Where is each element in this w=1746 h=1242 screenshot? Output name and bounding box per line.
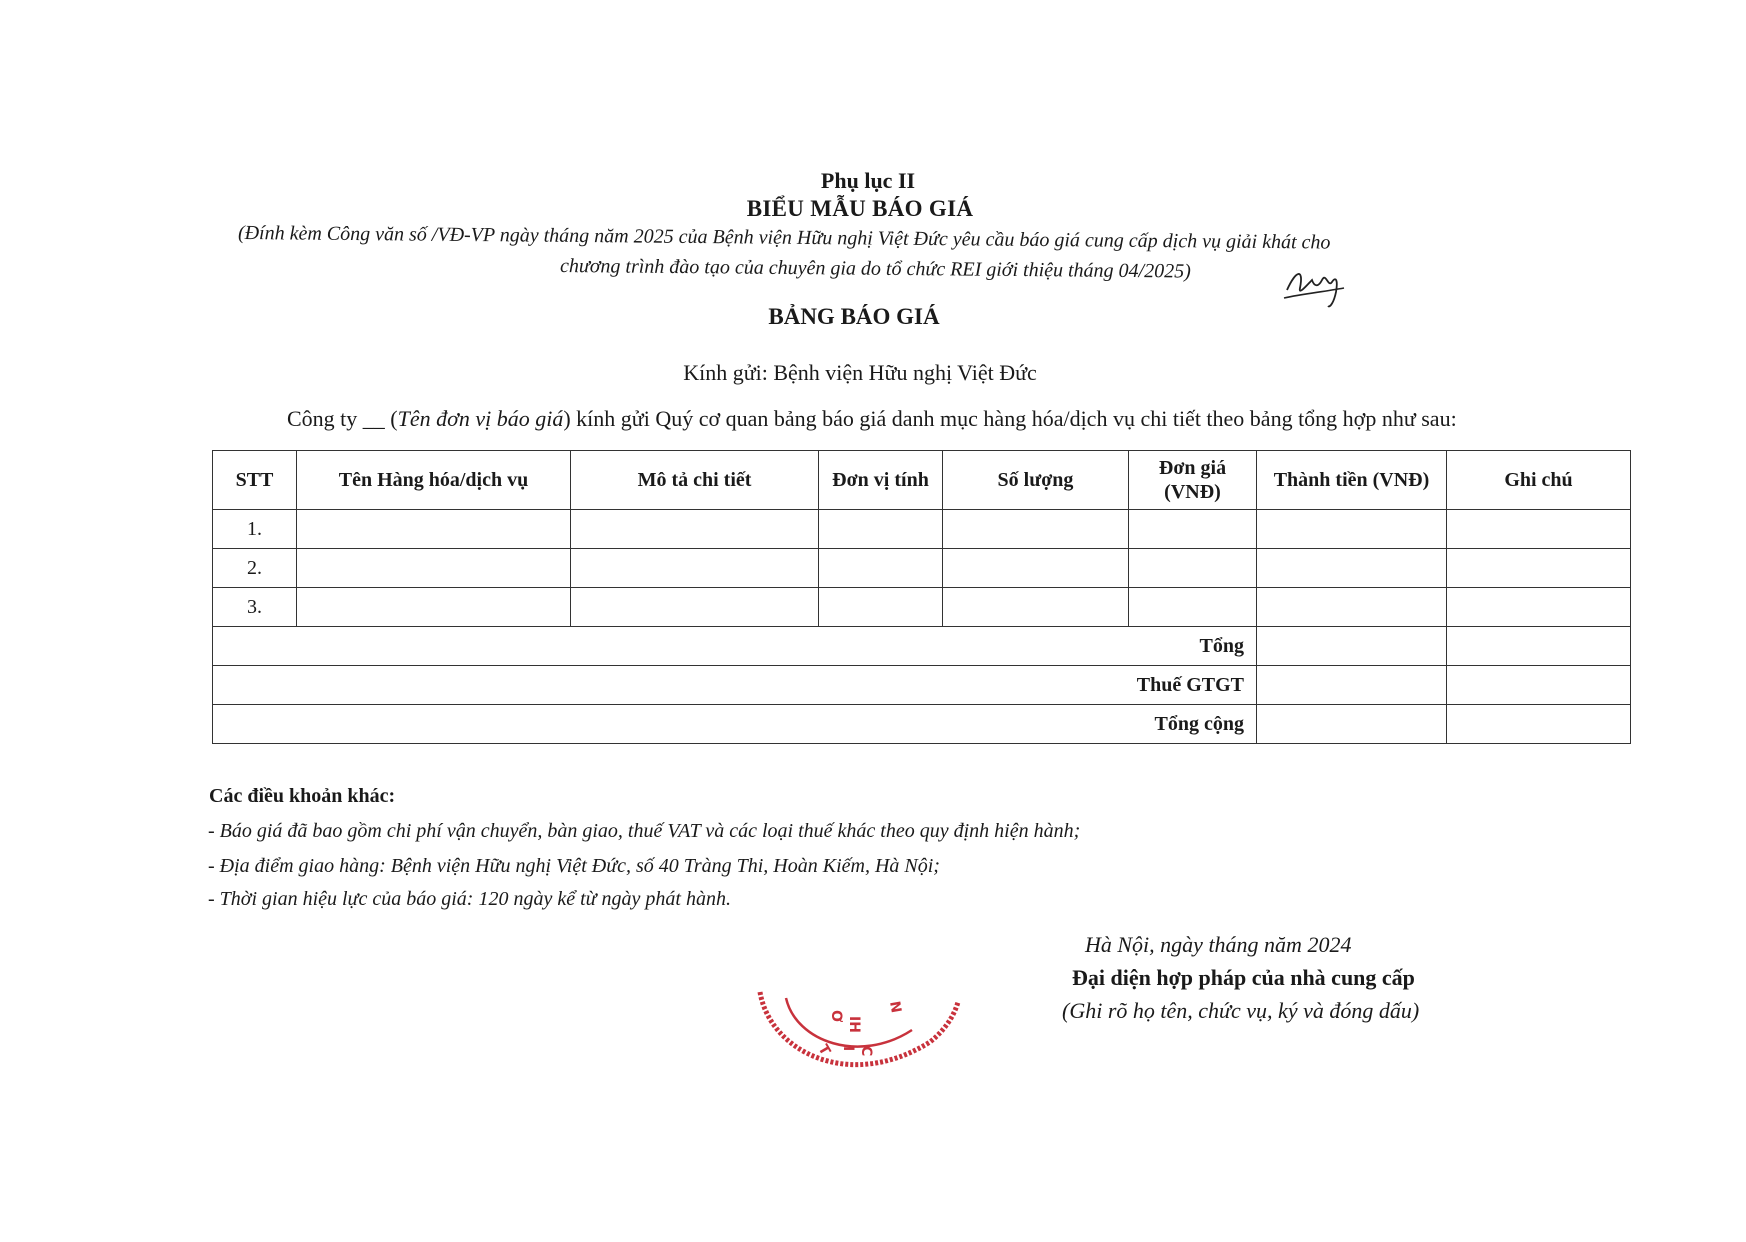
date-line: Hà Nội, ngày tháng năm 2024 <box>1085 932 1352 957</box>
representative-note: (Ghi rõ họ tên, chức vụ, ký và đóng dấu) <box>1062 998 1420 1023</box>
svg-text:C: C <box>858 1046 874 1057</box>
svg-text:Ơ: Ơ <box>828 1010 844 1023</box>
summary-label-total: Tổng <box>213 627 1257 666</box>
term-item: - Báo giá đã bao gồm chi phí vận chuyển, bàn giao, thuế VAT và các loại thuế khác theo quy định hiện hành; <box>208 820 1081 842</box>
svg-text:T: T <box>814 1042 834 1059</box>
cell-vat-note[interactable] <box>1447 666 1631 705</box>
representative-title: Đại diện hợp pháp của nhà cung cấp <box>1072 965 1415 990</box>
svg-text:IH: IH <box>846 1016 862 1033</box>
cell-quantity[interactable] <box>943 588 1129 627</box>
attachment-note-line-1: (Đính kèm Công văn số /VĐ-VP ngày tháng năm 2025 của Bệnh viện Hữu nghị Việt Đức yêu cầu báo giá cung cấp dịch vụ giải khát cho <box>237 222 1331 254</box>
summary-label-grand-total: Tổng cộng <box>213 705 1257 744</box>
quote-table <box>212 450 1631 744</box>
table-header-row <box>213 451 1631 510</box>
quote-table-title: BẢNG BÁO GIÁ <box>768 304 940 329</box>
intro-prefix: Công ty __ ( <box>287 406 398 431</box>
row-number: 2. <box>213 549 297 588</box>
row-number: 3. <box>213 588 297 627</box>
attachment-note-line-2: chương trình đào tạo của chuyên gia do tổ chức REI giới thiệu tháng 04/2025) <box>559 255 1191 283</box>
cell-amount[interactable] <box>1257 549 1447 588</box>
cell-note[interactable] <box>1447 510 1631 549</box>
cell-amount[interactable] <box>1257 510 1447 549</box>
recipient-line: Kính gửi: Bệnh viện Hữu nghị Việt Đức <box>683 360 1037 385</box>
cell-item-name[interactable] <box>297 510 571 549</box>
cell-unit[interactable] <box>819 510 943 549</box>
partial-red-stamp-icon <box>740 972 970 1082</box>
term-item: - Thời gian hiệu lực của báo giá: 120 ngày kể từ ngày phát hành. <box>208 888 731 910</box>
cell-vat-amount[interactable] <box>1257 666 1447 705</box>
column-header-note: Ghi chú <box>1447 451 1631 510</box>
cell-note[interactable] <box>1447 549 1631 588</box>
row-number: 1. <box>213 510 297 549</box>
form-title: BIỂU MẪU BÁO GIÁ <box>746 196 974 221</box>
column-header-quantity: Số lượng <box>943 451 1129 510</box>
table-row <box>213 588 1631 627</box>
summary-row-vat <box>213 666 1631 705</box>
cell-description[interactable] <box>571 549 819 588</box>
terms-heading: Các điều khoản khác: <box>209 785 396 807</box>
cell-quantity[interactable] <box>943 549 1129 588</box>
appendix-label: Phụ lục II <box>820 168 916 193</box>
cell-amount[interactable] <box>1257 588 1447 627</box>
column-header-amount: Thành tiền (VNĐ) <box>1257 451 1447 510</box>
intro-paragraph <box>287 406 1457 432</box>
column-header-item-name: Tên Hàng hóa/dịch vụ <box>297 451 571 510</box>
column-header-description: Mô tả chi tiết <box>571 451 819 510</box>
term-item: - Địa điểm giao hàng: Bệnh viện Hữu nghị Việt Đức, số 40 Tràng Thi, Hoàn Kiếm, Hà Nội; <box>208 855 940 877</box>
cell-grand-total-note[interactable] <box>1447 705 1631 744</box>
svg-text:I: I <box>840 1046 856 1052</box>
cell-description[interactable] <box>571 510 819 549</box>
table-row <box>213 549 1631 588</box>
column-header-unit: Đơn vị tính <box>819 451 943 510</box>
summary-row-total <box>213 627 1631 666</box>
cell-item-name[interactable] <box>297 588 571 627</box>
cell-unit[interactable] <box>819 588 943 627</box>
cell-unit[interactable] <box>819 549 943 588</box>
cell-grand-total-amount[interactable] <box>1257 705 1447 744</box>
cell-total-amount[interactable] <box>1257 627 1447 666</box>
cell-note[interactable] <box>1447 588 1631 627</box>
cell-item-name[interactable] <box>297 549 571 588</box>
summary-label-vat: Thuế GTGT <box>213 666 1257 705</box>
cell-unit-price[interactable] <box>1129 588 1257 627</box>
cell-unit-price[interactable] <box>1129 510 1257 549</box>
column-header-unit-price: Đơn giá (VNĐ) <box>1129 451 1257 510</box>
cell-unit-price[interactable] <box>1129 549 1257 588</box>
svg-text:N: N <box>886 999 904 1015</box>
cell-total-note[interactable] <box>1447 627 1631 666</box>
cell-quantity[interactable] <box>943 510 1129 549</box>
company-name-placeholder: Tên đơn vị báo giá <box>397 406 564 431</box>
table-row <box>213 510 1631 549</box>
summary-row-grand-total <box>213 705 1631 744</box>
intro-suffix: ) kính gửi Quý cơ quan bảng báo giá danh mục hàng hóa/dịch vụ chi tiết theo bảng tổng hợp như sau: <box>563 406 1457 431</box>
cell-description[interactable] <box>571 588 819 627</box>
column-header-stt: STT <box>213 451 297 510</box>
